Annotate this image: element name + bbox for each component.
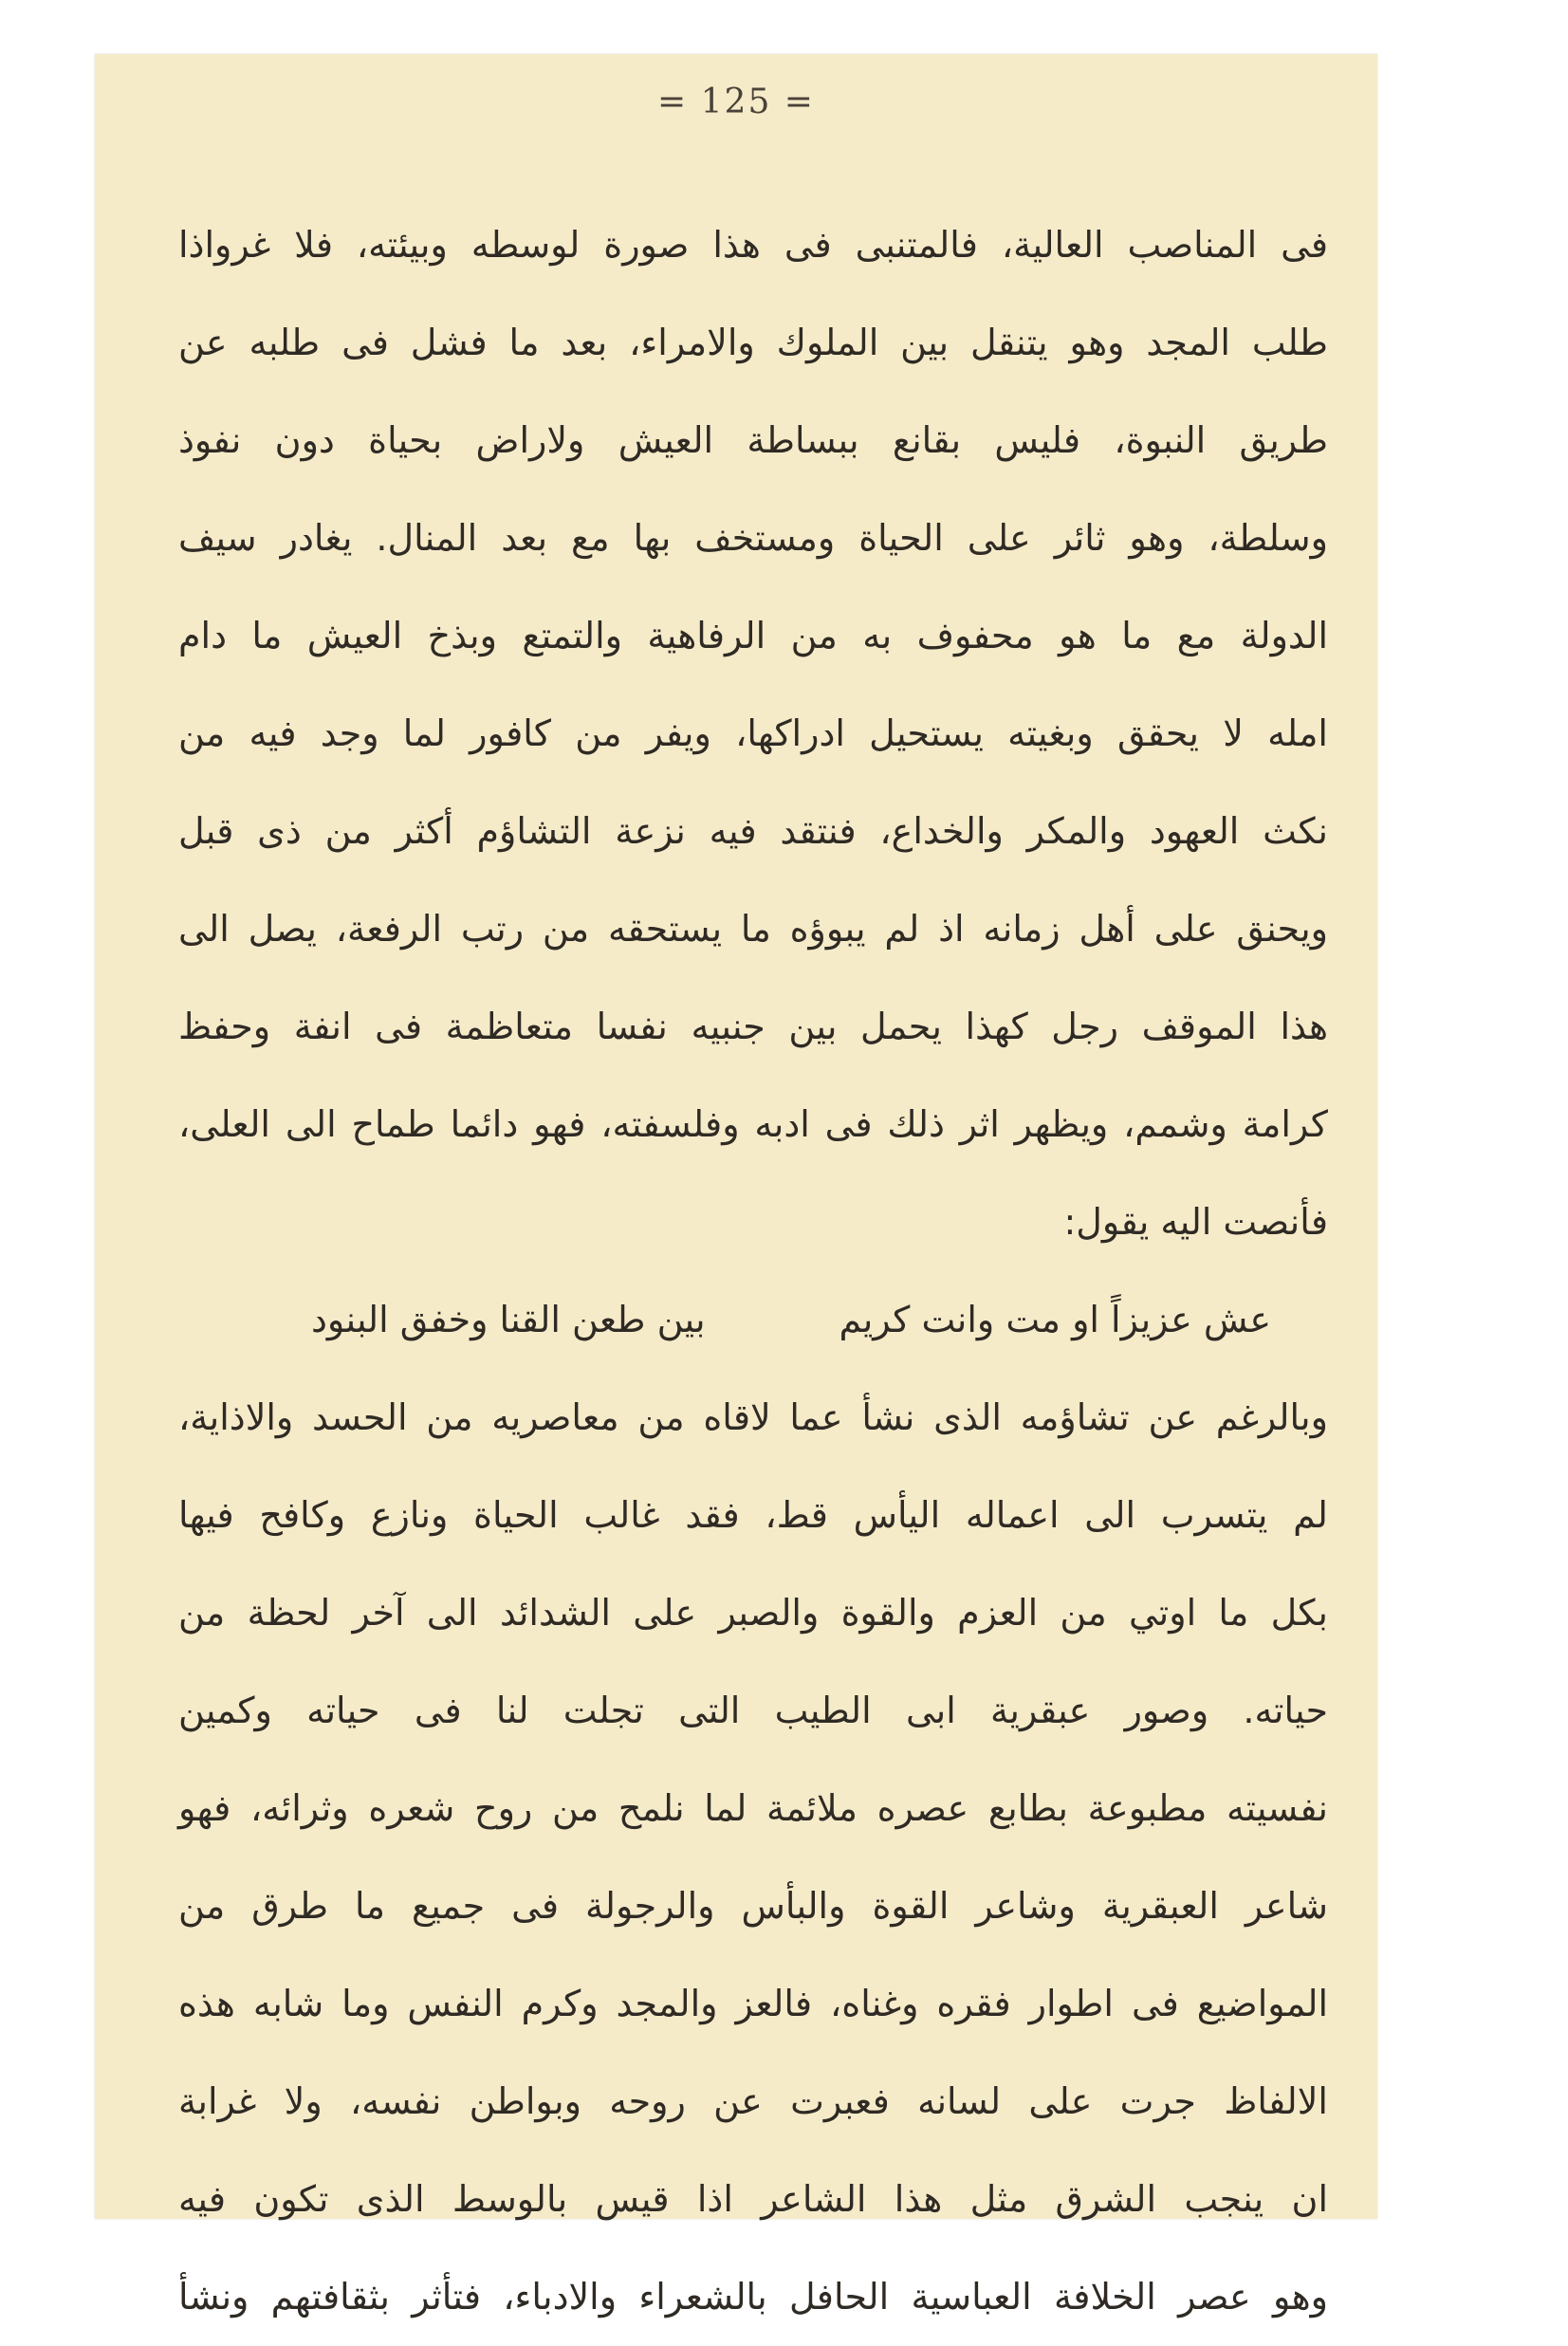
text-line: طلب المجد وهو يتنقل بين الملوك والامراء، بعد ما فشل فى طلبه عن <box>178 322 1328 363</box>
text-line: طريق النبوة، فليس بقانع ببساطة العيش ولاراض بحياة دون نفوذ <box>178 419 1328 461</box>
text-line: وسلطة، وهو ثائر على الحياة ومستخف بها مع بعد المنال. يغادر سيف <box>178 517 1328 559</box>
text-line: المواضيع فى اطوار فقره وغناه، فالعز والمجد وكرم النفس وما شابه هذه <box>178 1983 1328 2024</box>
verse-second-hemistich: بين طعن القنا وخفق البنود <box>311 1299 706 1340</box>
text-line: ان ينجب الشرق مثل هذا الشاعر اذا قيس بالوسط الذى تكون فيه <box>178 2178 1328 2220</box>
text-line: فأنصت اليه يقول: <box>1063 1201 1328 1243</box>
text-line: امله لا يحقق وبغيته يستحيل ادراكها، ويفر من كافور لما وجد فيه من <box>178 712 1328 754</box>
poetry-verse <box>178 1271 1328 1369</box>
text-line: وبالرغم عن تشاؤمه الذى نشأ عما لاقاه من معاصريه من الحسد والاذاية، <box>178 1396 1328 1438</box>
text-line: بكل ما اوتي من العزم والقوة والصبر على الشدائد الى آخر لحظة من <box>178 1592 1328 1634</box>
page-number: = 125 = <box>657 83 815 121</box>
text-line: حياته. وصور عبقرية ابى الطيب التى تجلت لنا فى حياته وكمين <box>178 1690 1328 1731</box>
text-line: ويحنق على أهل زمانه اذ لم يبوؤه ما يستحقه من رتب الرفعة، يصل الى <box>178 908 1328 950</box>
text-line: كرامة وشمم، ويظهر اثر ذلك فى ادبه وفلسفته، فهو دائما طماح الى العلى، <box>178 1103 1328 1145</box>
text-line: لم يتسرب الى اعماله اليأس قط، فقد غالب الحياة ونازع وكافح فيها <box>178 1494 1328 1536</box>
text-line: شاعر العبقرية وشاعر القوة والبأس والرجولة فى جميع ما طرق من <box>178 1885 1328 1927</box>
text-line: الالفاظ جرت على لسانه فعبرت عن روحه وبواطن نفسه، ولا غرابة <box>178 2080 1328 2122</box>
text-line: هذا الموقف رجل كهذا يحمل بين جنبيه نفسا متعاظمة فى انفة وحفظ <box>178 1006 1328 1047</box>
text-line: نفسيته مطبوعة بطابع عصره ملائمة لما نلمح من روح شعره وثرائه، فهو <box>178 1787 1328 1829</box>
text-line: الدولة مع ما هو محفوف به من الرفاهية والتمتع وبذخ العيش ما دام <box>178 615 1328 656</box>
text-line: فى المناصب العالية، فالمتنبى فى هذا صورة لوسطه وبيئته، فلا غرواذا <box>178 224 1328 266</box>
book-page <box>95 54 1377 2318</box>
text-line: نكث العهود والمكر والخداع، فنتقد فيه نزعة التشاؤم أكثر من ذى قبل <box>178 810 1328 852</box>
text-line: وهو عصر الخلافة العباسية الحافل بالشعراء والادباء، فتأثر بثقافتهم ونشأ <box>178 2276 1328 2318</box>
verse-first-hemistich: عش عزيزاً او مت وانت كريم <box>839 1299 1271 1340</box>
body-text <box>178 196 1328 2346</box>
